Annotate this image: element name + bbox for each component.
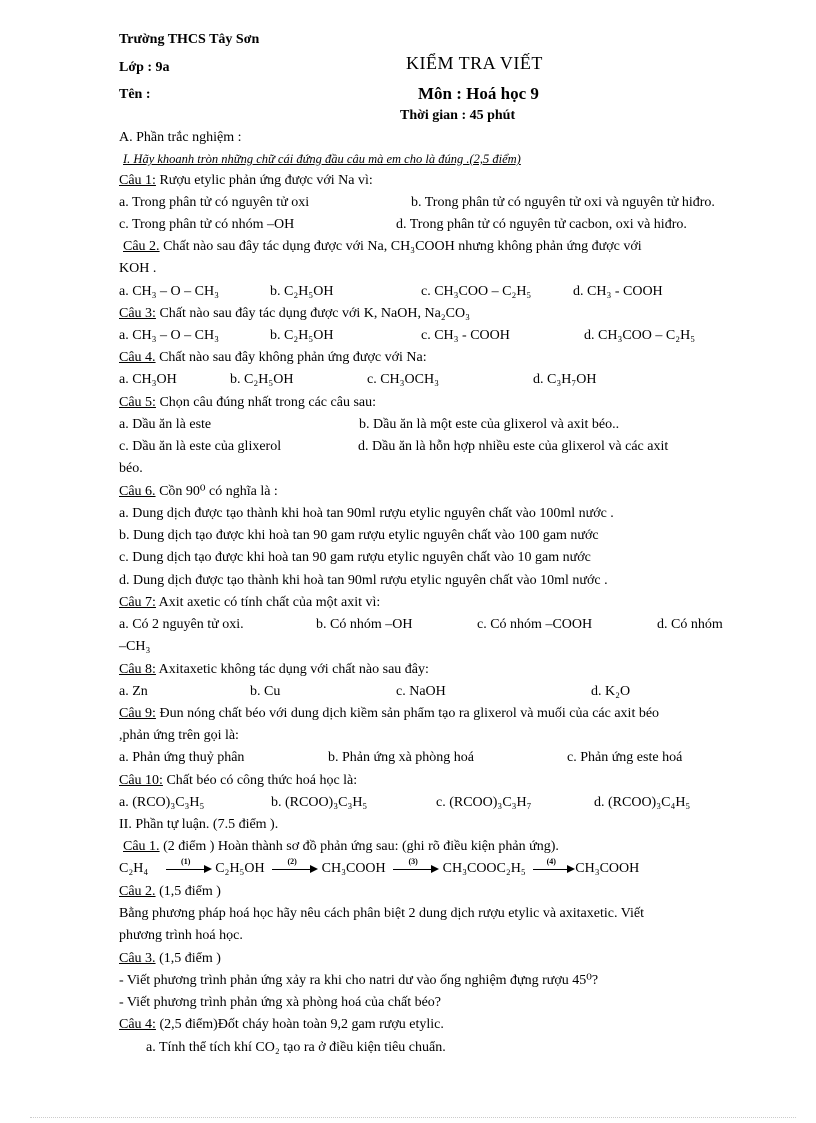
option-c[interactable]: c. CH₃OCH₃ — [367, 372, 439, 387]
arrow-label: (2) — [287, 856, 297, 866]
school-name: Trường THCS Tây Sơn — [119, 32, 260, 47]
question-label: Câu 7: — [119, 595, 156, 610]
option-b[interactable]: b. Cu — [250, 684, 281, 699]
option-d[interactable]: d. Dầu ăn là hỗn hợp nhiều este của glixerol và các axit — [358, 439, 669, 454]
class-label: Lớp : 9a — [119, 60, 170, 75]
arrow-1 — [166, 856, 212, 876]
species-3: CH₃COOH — [321, 861, 386, 876]
question-label: Câu 3. — [119, 951, 156, 966]
question-label: Câu 9: — [119, 706, 156, 721]
arrow-4 — [533, 856, 575, 876]
option-c[interactable]: c. Dung dịch tạo được khi hoà tan 90 gam rượu etylic nguyên chất vào 10 gam nước — [119, 550, 591, 565]
question-label: Câu 10: — [119, 773, 163, 788]
arrow-3 — [393, 856, 439, 876]
question-text: Rượu etylic phản ứng được với Na vì: — [155, 173, 373, 188]
option-b[interactable]: b. Trong phân tử có nguyên tử oxi và nguyên tử hiđro. — [411, 195, 715, 210]
option-d-cont: béo. — [119, 461, 143, 476]
part-a-instruction — [123, 150, 766, 169]
page-divider — [30, 1117, 796, 1118]
option-b[interactable]: b. C₂H₅OH — [270, 328, 334, 343]
option-d[interactable]: d. K₂O — [591, 684, 631, 699]
question-9 — [119, 705, 766, 723]
option-d[interactable]: d. CH₃COO – C₂H₅ — [584, 328, 696, 343]
option-b[interactable]: b. Có nhóm –OH — [316, 617, 413, 632]
option-c[interactable]: c. Trong phân tử có nhóm –OH — [119, 217, 295, 232]
species-5: CH₃COOH — [575, 861, 640, 876]
option-d[interactable]: d. (RCOO)₃C₄H₅ — [594, 795, 691, 810]
essay-question-2 — [119, 883, 766, 901]
question-text: (2 điểm ) Hoàn thành sơ đồ phản ứng sau: (ghi rõ điều kiện phản ứng). — [159, 839, 559, 854]
essay-question-3-line: - Viết phương trình phản ứng xảy ra khi cho natri dư vào ống nghiệm đựng rượu 45⁰? — [119, 973, 599, 988]
question-2-cont: KOH . — [119, 261, 157, 276]
option-c[interactable]: c. Có nhóm –COOH — [477, 617, 593, 632]
species-1: C₂H₄ — [119, 861, 149, 876]
essay-question-4 — [119, 1016, 766, 1034]
question-text: Chất nào sau đây tác dụng được với K, NaOH, Na₂CO₃ — [155, 306, 470, 321]
question-7 — [119, 594, 766, 612]
species-4: CH₃COOC₂H₅ — [442, 861, 526, 876]
question-points: (1,5 điểm ) — [155, 884, 221, 899]
question-text: Axitaxetic không tác dụng với chất nào sau đây: — [155, 662, 429, 677]
question-text: Cồn 90⁰ có nghĩa là : — [155, 484, 278, 499]
question-label: Câu 6. — [119, 484, 156, 499]
essay-question-3-line: - Viết phương trình phản ứng xà phòng hoá của chất béo? — [119, 995, 442, 1010]
question-9-cont: ,phản ứng trên gọi là: — [119, 728, 239, 743]
instruction-text: I. Hãy khoanh tròn những chữ cái đứng đầu câu mà em cho là đúng .(2,5 điểm) — [123, 152, 521, 166]
question-label: Câu 2. — [123, 239, 160, 254]
option-b[interactable]: b. (RCOO)₃C₃H₅ — [271, 795, 368, 810]
arrow-label: (3) — [408, 856, 418, 866]
question-label: Câu 5: — [119, 395, 156, 410]
arrow-2 — [272, 856, 318, 876]
option-d[interactable]: d. C₃H₇OH — [533, 372, 597, 387]
question-text: Axit axetic có tính chất của một axit vì: — [155, 595, 381, 610]
species-2: C₂H₅OH — [215, 861, 265, 876]
question-4 — [119, 349, 766, 367]
option-c[interactable]: c. (RCOO)₃C₃H₇ — [436, 795, 532, 810]
option-a[interactable]: a. Dung dịch được tạo thành khi hoà tan 90ml rượu etylic nguyên chất vào 100ml nước . — [119, 506, 614, 521]
question-label: Câu 1. — [123, 839, 160, 854]
question-label: Câu 3: — [119, 306, 156, 321]
option-a[interactable]: a. CH₃OH — [119, 372, 177, 387]
question-10 — [119, 772, 766, 790]
question-label: Câu 2. — [119, 884, 156, 899]
question-2 — [123, 238, 766, 256]
part-b-heading: II. Phần tự luận. (7.5 điểm ). — [119, 817, 279, 832]
option-b[interactable]: b. Dung dịch tạo được khi hoà tan 90 gam rượu etylic nguyên chất vào 100 gam nước — [119, 528, 599, 543]
option-a[interactable]: a. Trong phân tử có nguyên tử oxi — [119, 195, 310, 210]
exam-title: KIỂM TRA VIẾT — [406, 53, 543, 73]
question-text: Chất béo có công thức hoá học là: — [162, 773, 358, 788]
question-text: Chọn câu đúng nhất trong các câu sau: — [155, 395, 376, 410]
option-d[interactable]: d. Dung dịch được tạo thành khi hoà tan 90ml rượu etylic nguyên chất vào 10ml nước . — [119, 573, 608, 588]
option-d[interactable]: d. Có nhóm — [657, 617, 723, 632]
option-c[interactable]: c. Phản ứng este hoá — [567, 750, 683, 765]
option-c[interactable]: c. Dầu ăn là este của glixerol — [119, 439, 282, 454]
option-a[interactable]: a. Có 2 nguyên tử oxi. — [119, 617, 244, 632]
option-c[interactable]: c. NaOH — [396, 684, 446, 699]
time-label: Thời gian : 45 phút — [400, 108, 516, 123]
arrow-label: (4) — [546, 856, 556, 866]
option-b[interactable]: b. C₂H₅OH — [270, 284, 334, 299]
option-d-cont: –CH₃ — [119, 639, 151, 654]
part-a-heading: A. Phần trắc nghiệm : — [119, 130, 242, 145]
question-label: Câu 4. — [119, 350, 156, 365]
essay-question-4-sub: a. Tính thể tích khí CO₂ tạo ra ở điều kiện tiêu chuẩn. — [146, 1040, 446, 1055]
option-a[interactable]: a. (RCO)₃C₃H₅ — [119, 795, 205, 810]
option-c[interactable]: c. CH₃COO – C₂H₅ — [421, 284, 532, 299]
option-a[interactable]: a. Phản ứng thuỷ phân — [119, 750, 245, 765]
essay-question-2-cont: phương trình hoá học. — [119, 928, 243, 943]
reaction-scheme — [119, 856, 766, 878]
question-text: (2,5 điểm)Đốt cháy hoàn toàn 9,2 gam rượu etylic. — [155, 1017, 444, 1032]
option-b[interactable]: b. C₂H₅OH — [230, 372, 294, 387]
option-a[interactable]: a. CH₃ – O – CH₃ — [119, 328, 219, 343]
question-1 — [119, 172, 766, 190]
question-label: Câu 1: — [119, 173, 156, 188]
option-a[interactable]: a. Dầu ăn là este — [119, 417, 212, 432]
option-a[interactable]: a. Zn — [119, 684, 148, 699]
subject-label: Môn : Hoá học 9 — [418, 84, 539, 103]
question-text: Chất nào sau đây tác dụng được với Na, CH₃COOH nhưng không phản ứng được với — [159, 239, 642, 254]
question-label: Câu 4: — [119, 1017, 156, 1032]
option-c[interactable]: c. CH₃ - COOH — [421, 328, 510, 343]
name-label: Tên : — [119, 87, 151, 102]
essay-question-1 — [123, 838, 766, 856]
essay-question-3 — [119, 950, 766, 968]
option-d[interactable]: d. Trong phân tử có nguyên tử cacbon, oxi và hiđro. — [396, 217, 687, 232]
essay-question-2-text: Bằng phương pháp hoá học hãy nêu cách phân biệt 2 dung dịch rượu etylic và axitaxetic. Viết — [119, 906, 644, 921]
question-5 — [119, 394, 766, 412]
option-b[interactable]: b. Dầu ăn là một este của glixerol và axit béo.. — [359, 417, 620, 432]
question-text: Chất nào sau đây không phản ứng được với Na: — [155, 350, 427, 365]
question-points: (1,5 điểm ) — [155, 951, 221, 966]
option-b[interactable]: b. Phản ứng xà phòng hoá — [328, 750, 475, 765]
option-a[interactable]: a. CH₃ – O – CH₃ — [119, 284, 219, 299]
question-text: Đun nóng chất béo với dung dịch kiềm sản phẩm tạo ra glixerol và muối của các axit béo — [155, 706, 660, 721]
question-6 — [119, 483, 766, 501]
question-8 — [119, 661, 766, 679]
arrow-label: (1) — [181, 856, 191, 866]
question-label: Câu 8: — [119, 662, 156, 677]
question-3 — [119, 305, 766, 323]
option-d[interactable]: d. CH₃ - COOH — [573, 284, 663, 299]
